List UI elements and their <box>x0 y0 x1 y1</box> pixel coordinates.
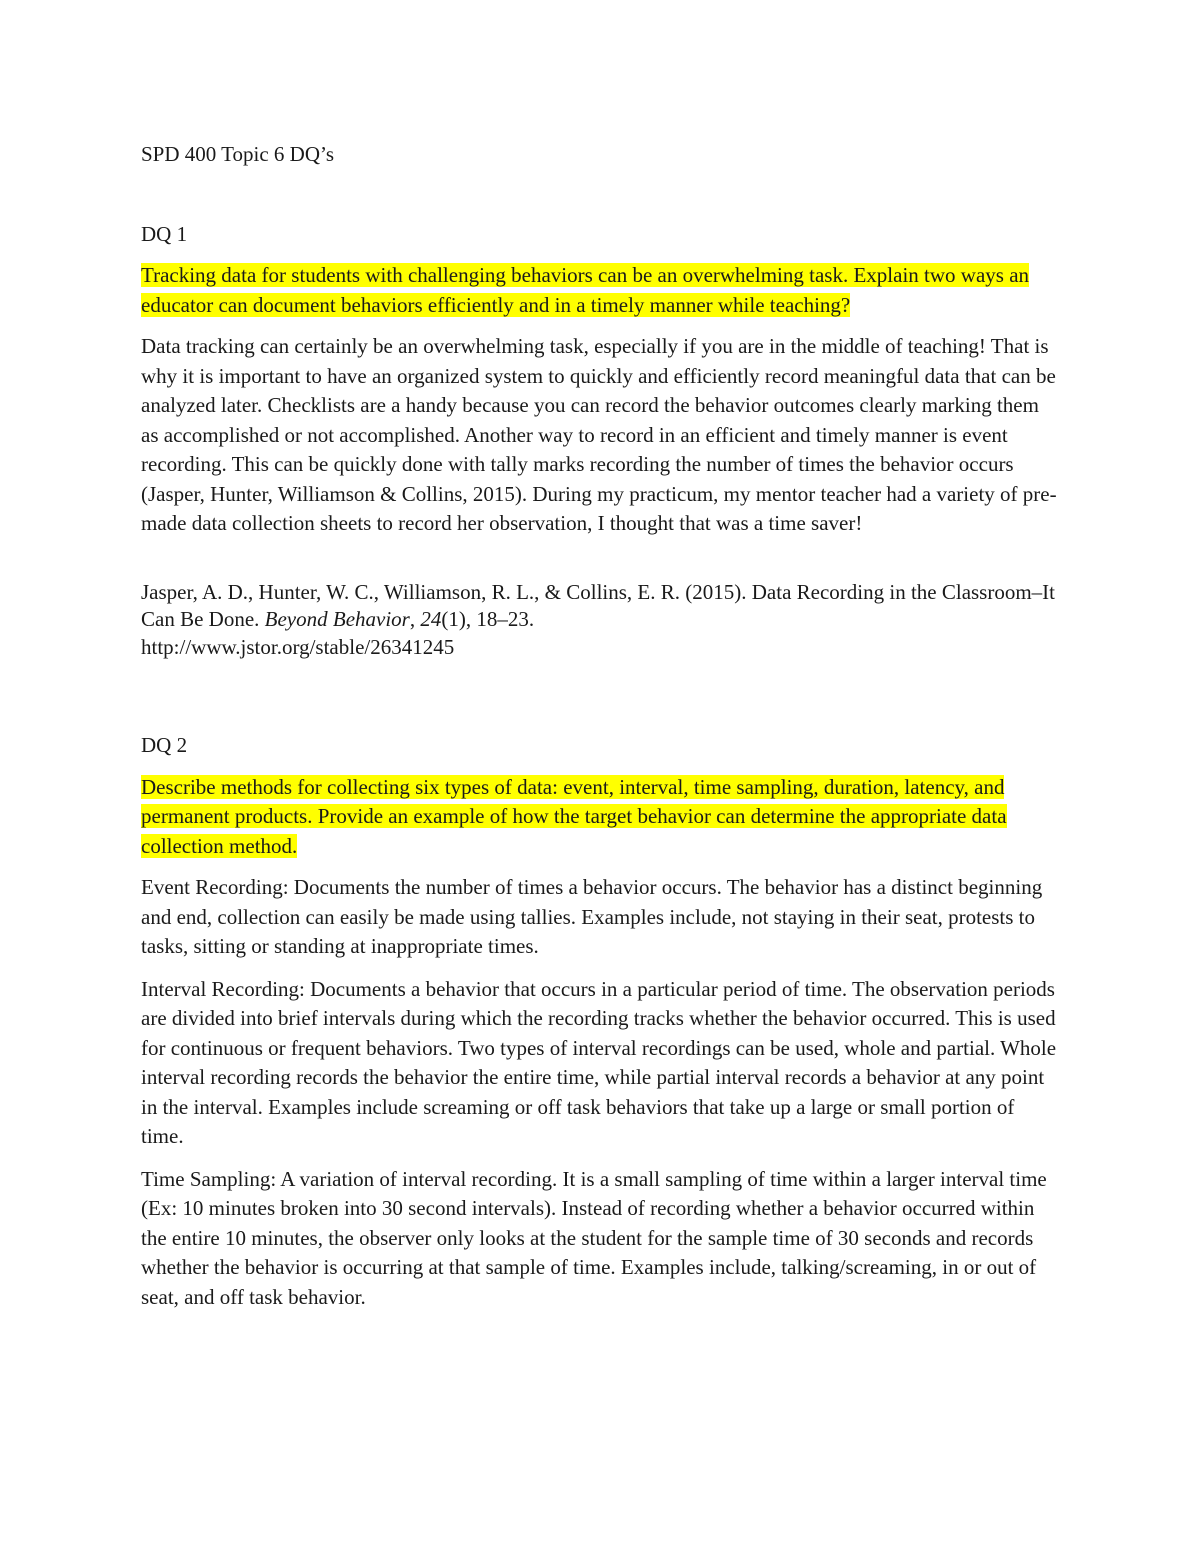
spacer <box>141 552 1061 579</box>
dq2-event-recording-paragraph: Event Recording: Documents the number of times a behavior occurs. The behavior has a distinct beginning and end, collection can easily be made using tallies. Examples include, not staying in their seat, protests to tasks, sitting or standing at inappropriate times. <box>141 875 1043 958</box>
dq2-interval-recording-paragraph: Interval Recording: Documents a behavior that occurs in a particular period of time. The observation periods are divided into brief intervals during which the recording tracks whether the behavior occurred. This is used for continuous or frequent behaviors. Two types of interval recordings can be used, whole and partial. Whole interval recording records the behavior the entire time, while partial interval records a behavior at any point in the interval. Examples include screaming or off task behaviors that take up a large or small portion of time. <box>141 976 1057 1148</box>
citation-authors: Jasper, A. D., Hunter, W. C., Williamson, R. L., & Collins, E. R. (2015). Data Recording in the Classroom–It Can Be Done. <box>141 579 1056 631</box>
document-page <box>141 140 1061 1325</box>
document-title: SPD 400 Topic 6 DQ’s <box>141 142 334 166</box>
citation-sep: , <box>409 607 421 631</box>
citation-url: http://www.jstor.org/stable/26341245 <box>141 634 455 659</box>
dq2-prompt-highlighted-text: Describe methods for collecting six types of data: event, interval, time sampling, duration, latency, and permanent products. Provide an example of how the target behavior can determine the appropriate data collection method. <box>141 774 1007 858</box>
citation-issue-pages: (1), 18–23. <box>441 607 535 631</box>
dq1-prompt <box>141 261 1061 320</box>
citation-volume: 24 <box>420 607 442 631</box>
dq1-citation <box>141 579 1061 662</box>
dq1-answer: Data tracking can certainly be an overwhelming task, especially if you are in the middle of teaching! That is why it is important to have an organized system to quickly and efficiently record meaningful data that can be analyzed later. Checklists are a handy because you can record the behavior outcomes clearly marking them as accomplished or not accomplished. Another way to record in an efficient and timely manner is event recording. This can be quickly done with tally marks recording the number of times the behavior occurs (Jasper, Hunter, Williamson & Collins, 2015). During my practicum, my mentor teacher had a variety of pre-made data collection sheets to record her observation, I thought that was a time saver! <box>141 334 1057 535</box>
dq2-prompt <box>141 773 1061 862</box>
citation-journal: Beyond Behavior <box>264 607 410 631</box>
dq2-heading: DQ 2 <box>141 733 188 757</box>
dq2-time-sampling-paragraph: Time Sampling: A variation of interval recording. It is a small sampling of time within a larger interval time (Ex: 10 minutes broken into 30 second intervals). Instead of recording whether a behavior occurred within the entire 10 minutes, the observer only looks at the student for the sample time of 30 seconds and records whether the behavior is occurring at that sample of time. Examples include, talking/screaming, in or out of seat, and off task behavior. <box>141 1166 1047 1309</box>
dq1-heading: DQ 1 <box>141 221 188 246</box>
spacer <box>141 661 1061 731</box>
dq1-prompt-highlighted-text: Tracking data for students with challenging behaviors can be an overwhelming task. Explain two ways an educator can document behaviors efficiently and in a timely manner while teaching? <box>141 263 1030 317</box>
